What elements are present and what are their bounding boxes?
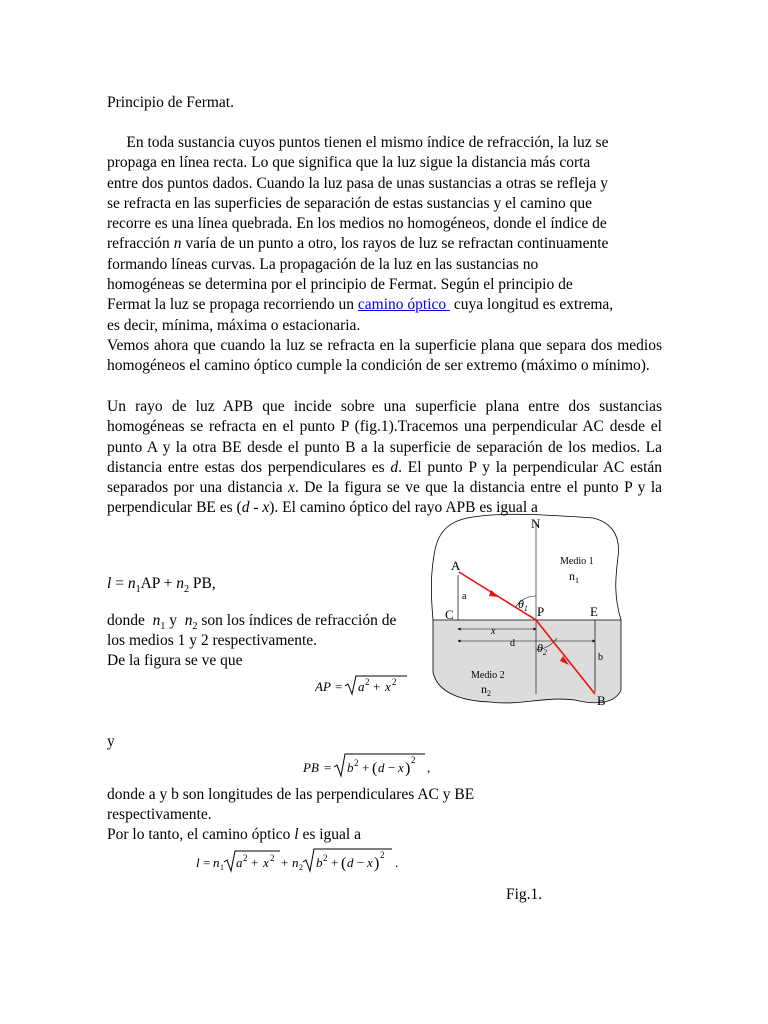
var-n2: n bbox=[176, 575, 185, 592]
var-l: l bbox=[107, 575, 112, 592]
formula-l-lhs: l bbox=[196, 855, 200, 870]
minus-sign: − bbox=[357, 855, 365, 870]
text-line bbox=[107, 825, 361, 845]
period: . bbox=[395, 855, 399, 870]
term-ap: AP + bbox=[140, 575, 177, 592]
formula-pb-radicand: d bbox=[378, 760, 385, 775]
paragraph-extreme: Vemos ahora que cuando la luz se refracta en la superficie plana que separa dos medios homogéneos el camino óptico cumple la condición de ser extremo (máximo o mínimo). bbox=[107, 337, 662, 375]
subscript: 2 bbox=[487, 689, 491, 698]
paragraph-intro bbox=[107, 133, 662, 336]
label-n1-base: n bbox=[569, 569, 575, 583]
subscript: 1 bbox=[523, 604, 528, 613]
radicand: d bbox=[347, 855, 354, 870]
label-a-length: a bbox=[462, 591, 467, 602]
var-l: l bbox=[294, 826, 299, 843]
var-n2: n bbox=[292, 855, 299, 870]
formula-pb-lhs: PB bbox=[303, 760, 319, 775]
subscript: 1 bbox=[160, 621, 166, 633]
radicand: x bbox=[263, 855, 269, 870]
text-line: los medios 1 y 2 respectivamente. bbox=[107, 632, 318, 649]
variable-x: x bbox=[288, 479, 295, 497]
theta-base: θ bbox=[537, 641, 543, 655]
formula-ap-lhs: AP bbox=[315, 679, 331, 694]
text-fragment: y bbox=[165, 612, 185, 629]
label-p: P bbox=[537, 604, 545, 619]
label-n: N bbox=[531, 516, 541, 531]
subscript: 2 bbox=[542, 648, 547, 657]
label-d: d bbox=[510, 638, 515, 649]
text-fragment: son los índices de refracción de bbox=[197, 612, 397, 629]
formula-l bbox=[196, 845, 416, 875]
text-line: De la figura se ve que bbox=[107, 652, 243, 669]
formula-ap bbox=[315, 672, 415, 698]
paren: ( bbox=[372, 760, 378, 777]
subscript: 1 bbox=[220, 863, 224, 872]
superscript: 2 bbox=[411, 755, 416, 765]
comma: , bbox=[427, 760, 431, 775]
plus-sign: + bbox=[251, 855, 259, 870]
radicand: x bbox=[367, 855, 373, 870]
y-connector: y bbox=[107, 733, 115, 750]
paren: ( bbox=[341, 855, 347, 872]
subscript: 1 bbox=[135, 584, 141, 596]
camino-optico-link[interactable]: camino óptico bbox=[357, 296, 451, 314]
label-n1 bbox=[569, 569, 579, 585]
text-fragment: Un rayo de luz APB que incide sobre una superficie plana entre dos sustancias homogéneas se refracta en el punto P (fig.1).Tracemos una perpendicular AC desde el punto A y la otra BE desde el punto B a la superficie de separación de los medios. La distancia entre estas dos perpendiculares es bbox=[107, 398, 662, 476]
equals-sign: = bbox=[203, 855, 211, 870]
equation-optical-path bbox=[107, 574, 216, 600]
plus-sign: + bbox=[362, 760, 370, 775]
var-n1: n bbox=[213, 855, 220, 870]
text-line: homogéneas se determina por el principio de Fermat. Según el principio de bbox=[107, 276, 573, 294]
var-n1: n bbox=[127, 575, 136, 592]
text-fragment: Fermat la luz se propaga recorriendo un bbox=[107, 296, 358, 314]
label-medio-2: Medio 2 bbox=[471, 670, 505, 681]
formula-ap-radicand: x bbox=[385, 679, 391, 694]
superscript: 2 bbox=[392, 677, 397, 687]
label-n2-base: n bbox=[481, 682, 487, 696]
superscript: 2 bbox=[354, 758, 359, 768]
plus-sign: + bbox=[331, 855, 339, 870]
text-line bbox=[107, 234, 662, 254]
var-n1: n bbox=[152, 612, 161, 629]
theta-base: θ bbox=[518, 597, 524, 611]
subscript: 2 bbox=[299, 863, 303, 872]
subscript: 1 bbox=[575, 576, 579, 585]
label-theta1 bbox=[518, 597, 528, 613]
text-line: es decir, mínima, máxima o estacionaria. bbox=[107, 316, 361, 334]
text-line: En toda sustancia cuyos puntos tienen el mismo índice de refracción, la luz se bbox=[107, 134, 609, 151]
formula-pb-radicand: b bbox=[347, 760, 354, 775]
label-e: E bbox=[590, 604, 598, 619]
page-title: Principio de Fermat. bbox=[107, 94, 234, 111]
superscript: 2 bbox=[323, 853, 328, 863]
label-medio-1: Medio 1 bbox=[560, 556, 594, 567]
text-line: recorre es una línea quebrada. En los medios no homogéneos, donde el índice de bbox=[107, 215, 607, 233]
label-b-length: b bbox=[598, 652, 603, 663]
text-line: formando líneas curvas. La propagación de la luz en las sustancias no bbox=[107, 255, 539, 273]
subscript: 2 bbox=[192, 621, 198, 633]
text-line: respectivamente. bbox=[107, 806, 212, 823]
formula-pb bbox=[303, 750, 443, 780]
variable-n: n bbox=[173, 235, 182, 253]
label-b-point: B bbox=[597, 693, 606, 708]
text-fragment: . El punto P y la perpendicular AC están separados por una distancia bbox=[107, 458, 663, 497]
text-fragment: refracción bbox=[107, 235, 174, 253]
radicand: b bbox=[316, 855, 323, 870]
superscript: 2 bbox=[270, 853, 275, 863]
plus-sign: + bbox=[281, 855, 289, 870]
var-n2: n bbox=[184, 612, 193, 629]
text-fragment: varía de un punto a otro, los rayos de luz se refractan continuamente bbox=[181, 235, 609, 253]
text-line: entre dos puntos dados. Cuando la luz pasa de unas sustancias a otras se refleja y bbox=[107, 174, 609, 192]
plus-sign: + bbox=[373, 679, 381, 694]
superscript: 2 bbox=[365, 677, 370, 687]
formula-ap-radicand: a bbox=[358, 679, 365, 694]
label-a-point: A bbox=[451, 558, 461, 573]
label-x: x bbox=[491, 626, 496, 637]
label-c: C bbox=[445, 607, 454, 622]
formula-pb-radicand: x bbox=[398, 760, 404, 775]
text-line bbox=[107, 295, 662, 315]
text-fragment: es igual a bbox=[298, 826, 361, 843]
superscript: 2 bbox=[380, 850, 385, 860]
text-fragment: cuya longitud es extrema, bbox=[450, 296, 614, 314]
text-fragment: ). El camino óptico del rayo APB es igual a bbox=[269, 499, 538, 517]
text-line: se refracta en las superficies de separación de estas sustancias y el camino que bbox=[107, 194, 593, 212]
refraction-figure bbox=[425, 512, 625, 712]
paragraph-ray bbox=[107, 397, 662, 519]
term-pb: PB, bbox=[189, 575, 216, 592]
subscript: 2 bbox=[184, 584, 190, 596]
variable-d-minus-x: d - x bbox=[241, 499, 270, 517]
text-fragment: . De la figura se ve que la distancia entre el punto P y la perpendicular BE es ( bbox=[107, 479, 662, 517]
equals-sign: = bbox=[324, 760, 332, 775]
minus-sign: − bbox=[388, 760, 396, 775]
radicand: a bbox=[236, 855, 243, 870]
paren: ) bbox=[405, 760, 411, 777]
text-line: propaga en línea recta. Lo que significa que la luz sigue la distancia más corta bbox=[107, 154, 591, 172]
variable-d: d bbox=[390, 458, 399, 476]
figure-caption: Fig.1. bbox=[506, 886, 543, 903]
text-fragment: donde bbox=[107, 612, 153, 629]
superscript: 2 bbox=[243, 853, 248, 863]
equals-sign: = bbox=[335, 679, 343, 694]
text-fragment: Por lo tanto, el camino óptico bbox=[107, 826, 295, 843]
eq-sign: = bbox=[111, 575, 128, 592]
text-line: donde a y b son longitudes de las perpendiculares AC y BE bbox=[107, 786, 475, 803]
paren: ) bbox=[374, 855, 380, 872]
